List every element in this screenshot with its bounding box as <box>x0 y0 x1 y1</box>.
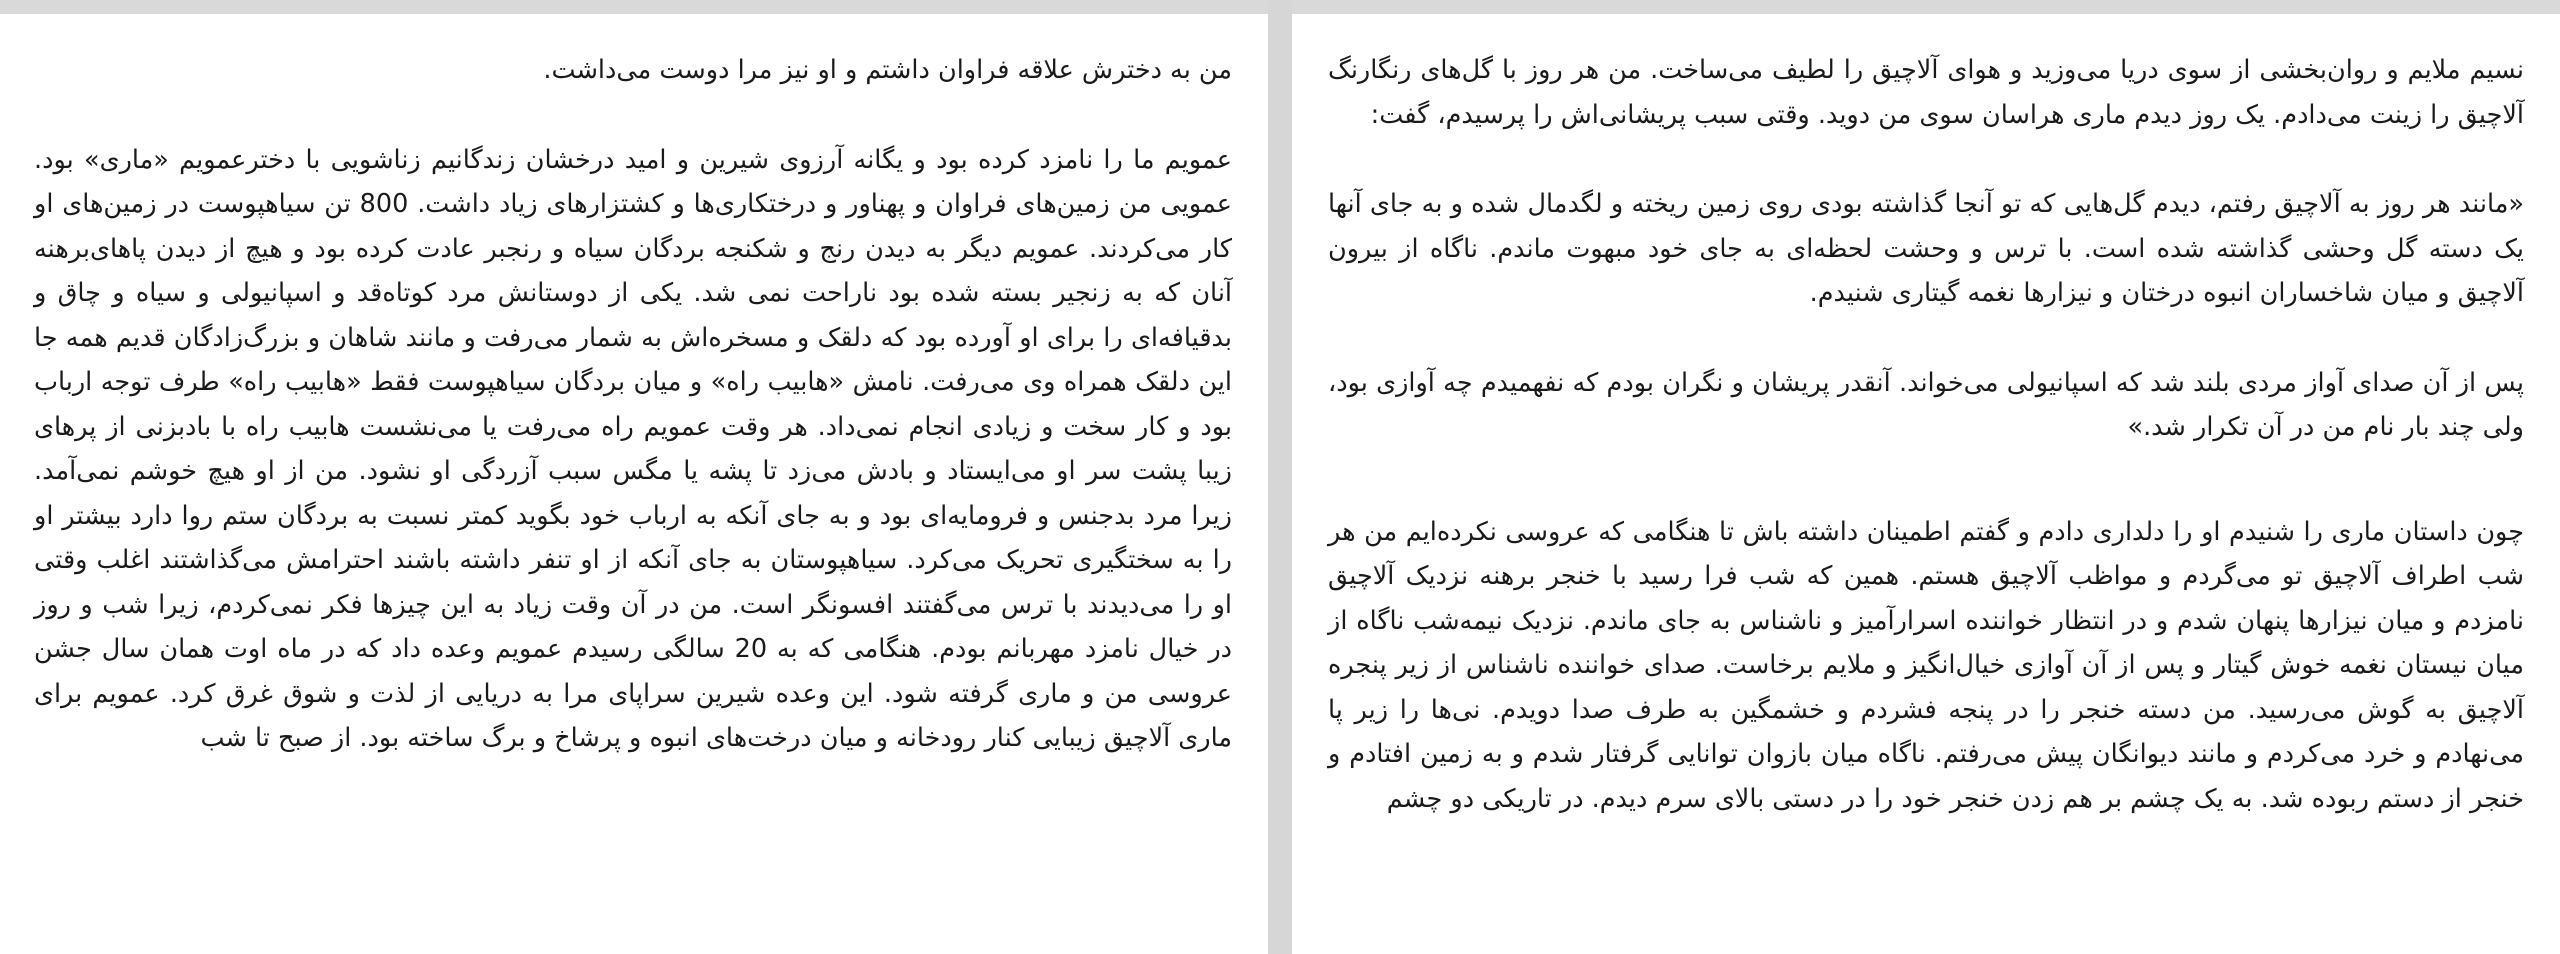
paragraph: من به دخترش علاقه فراوان داشتم و او نیز مرا دوست می‌داشت. <box>543 55 1232 85</box>
paragraph: نسیم ملایم و روان‌بخشی از سوی دریا می‌وزید و هوای آلاچیق را لطیف می‌ساخت. من هر روز با گل‌های رنگارنگ آلاچیق را زینت می‌دادم. یک روز دیدم ماری هراسان سوی من دوید. وقتی سبب پریشانی‌اش را پرسیدم، گفت: <box>1328 55 2524 130</box>
paragraph: پس از آن صدای آواز مردی بلند شد که اسپانیولی می‌خواند. آنقدر پریشان و نگران بودم که نفهمیدم چه آوازی بود، ولی چند بار نام من در آن تکرار شد.» <box>1328 367 2524 442</box>
left-page <box>0 14 1268 954</box>
left-page-text <box>34 48 1232 761</box>
paragraph: «مانند هر روز به آلاچیق رفتم، دیدم گل‌هایی که تو آنجا گذاشته بودی روی زمین ریخته و لگدمال شده و به جای آنها یک دسته گل وحشی گذاشته شده است. با ترس و وحشت لحظه‌ای به جای خود مبهوت ماندم. ناگاه از بیرون آلاچیق و میان شاخساران انبوه درختان و نیزارها نغمه گیتاری شنیدم. <box>1328 189 2524 308</box>
page-gutter <box>1268 0 1292 954</box>
paragraph: عمویم ما را نامزد کرده بود و یگانه آرزوی شیرین و امید درخشان زندگانیم زناشویی با دخترعمویم «ماری» بود. عمویی من زمین‌های فراوان و پهناور و درختکاری‌ها و کشتزارهای زیاد داشت. 800 تن سیاهپوست در زمین‌های او کار می‌کردند. عمویم دیگر به دیدن رنج و شکنجه بردگان سیاه و رنجبر عادت کرده بود و هیچ از دیدن پاهای‌برهنه آنان که به زنجیر بسته شده بود ناراحت نمی شد. یکی از دوستانش مرد کوتاه‌قد و اسپانیولی و سیاه و چاق و بدقیافه‌ای را برای او آورده بود که دلقک و مسخره‌اش به شمار می‌رفت و مانند شاهان و بزرگ‌زادگان قدیم همه جا این دلقک همراه وی می‌رفت. نامش «هابیب راه» و میان بردگان سیاهپوست فقط «هابیب راه» طرف توجه ارباب بود و کار سخت و زیادی انجام نمی‌داد. هر وقت عمویم راه می‌رفت یا می‌نشست هابیب راه با بادبزنی از پرهای زیبا پشت سر او می‌ایستاد و بادش می‌زد تا پشه یا مگس سبب آزردگی او نشود. من از او هیچ خوشم نمی‌آمد. زیرا مرد بدجنس و فرومایه‌ای بود و به جای آنکه به ارباب خود بگوید کمتر نسبت به بردگان ستم روا دارد بیشتر او را به سختگیری تحریک می‌کرد. سیاهپوستان به جای آنکه از او تنفر داشته باشند احترامش می‌گذاشتند اغلب وقتی او را می‌دیدند با ترس می‌گفتند افسونگر است. من در آن وقت زیاد به این چیزها فکر نمی‌کردم، زیرا شب و روز در خیال نامزد مهربانم بودم. هنگامی که به 20 سالگی رسیدم عمویم وعده داد که در ماه اوت همان سال جشن عروسی من و ماری گرفته شود. این وعده شیرین سراپای مرا به دریایی از لذت و شوق غرق کرد. عمویم برای ماری آلاچیق زیبایی کنار رودخانه و میان درخت‌های انبوه و پرشاخ و برگ ساخته بود. از صبح تا شب <box>34 144 1232 753</box>
right-page-text <box>1328 48 2524 821</box>
paragraph: چون داستان ماری را شنیدم او را دلداری دادم و گفتم اطمینان داشته باش تا هنگامی که عروسی نکرده‌ایم من هر شب اطراف آلاچیق تو می‌گردم و مواظب آلاچیق هستم. همین که شب فرا رسید با خنجر برهنه نزدیک آلاچیق نامزدم و میان نیزارها پنهان شدم و در انتظار خواننده اسرارآمیز و ناشناس به جای ماندم. نزدیک نیمه‌شب ناگاه از میان نیستان نغمه خوش گیتار و پس از آن آوازی خیال‌انگیز و ملایم برخاست. صدای خواننده ناشناس از زیر پنجره آلاچیق به گوش می‌رسید. من دسته خنجر را در پنجه فشردم و خشمگین به طرف صدا دویدم. نی‌ها را زیر پا می‌نهادم و خرد می‌کردم و مانند دیوانگان پیش می‌رفتم. ناگاه میان بازوان توانایی گرفتار شدم و به زمین افتادم و خنجر از دستم ربوده شد. به یک چشم بر هم زدن خنجر خود را در دستی بالای سرم دیدم. در تاریکی دو چشم <box>1328 516 2524 814</box>
right-page <box>1292 14 2560 954</box>
